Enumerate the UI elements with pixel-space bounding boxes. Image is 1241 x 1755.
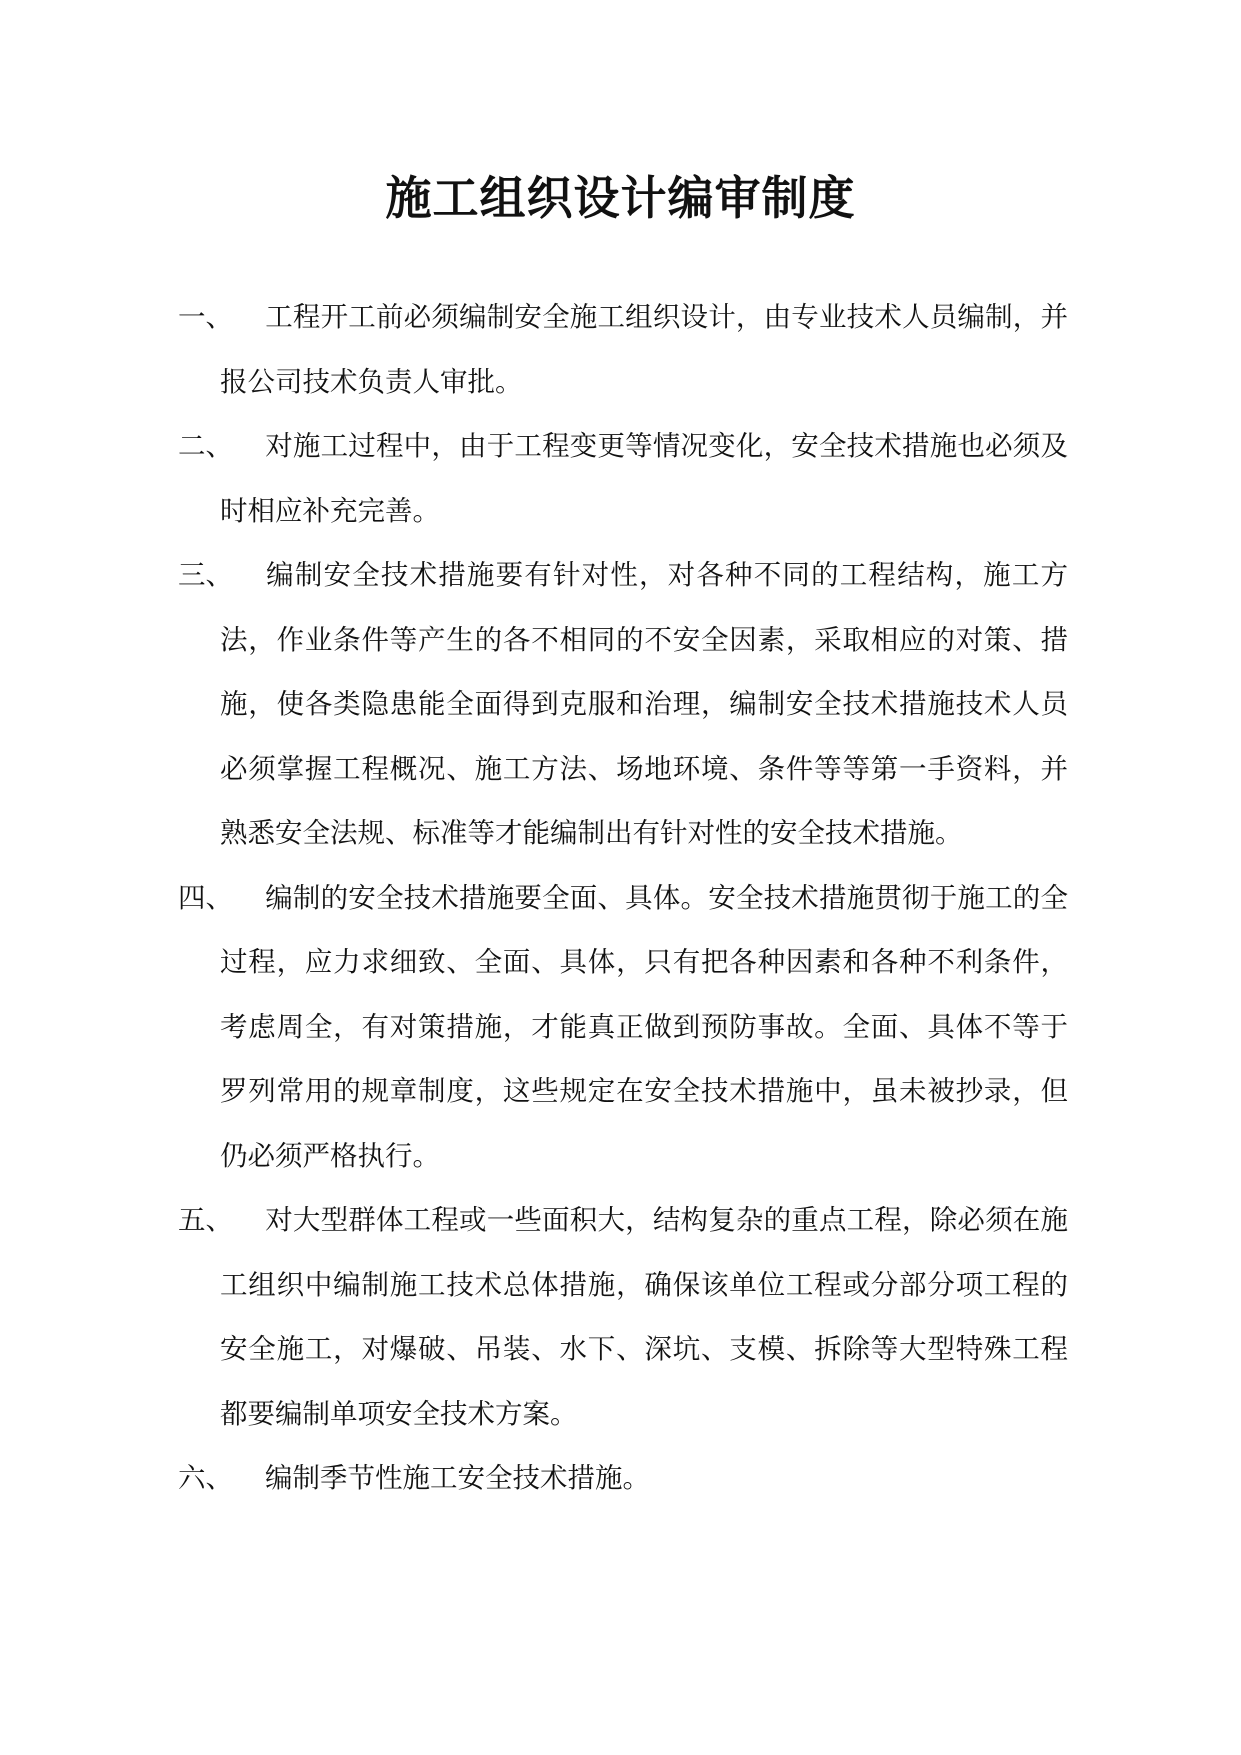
regulation-list	[178, 285, 1068, 1511]
item-number: 五、	[178, 1204, 233, 1236]
item-text: 编制季节性施工安全技术措施。	[265, 1462, 650, 1494]
item-text: 对施工过程中，由于工程变更等情况变化，安全技术措施也必须及时相应补充完善。	[220, 430, 1068, 527]
item-number: 三、	[178, 559, 233, 591]
document-title: 施工组织设计编审制度	[385, 171, 856, 225]
list-item-2	[178, 414, 1068, 543]
item-number: 一、	[178, 301, 233, 333]
list-item-4	[178, 866, 1068, 1189]
item-number: 四、	[178, 881, 233, 914]
item-text: 编制的安全技术措施要全面、具体。安全技术措施贯彻于施工的全过程，应力求细致、全面、具体，只有把各种因素和各种不利条件，考虑周全，有对策措施，才能真正做到预防事故。全面、具体不等于罗列常用的规章制度，这些规定在安全技术措施中，虽未被抄录，但仍必须严格执行。	[220, 881, 1068, 1172]
item-text: 工程开工前必须编制安全施工组织设计，由专业技术人员编制，并报公司技术负责人审批。	[220, 301, 1068, 398]
list-item-6	[178, 1446, 1068, 1511]
list-item-5	[178, 1188, 1068, 1446]
list-item-3	[178, 543, 1068, 866]
item-number: 六、	[178, 1462, 233, 1494]
list-item-1	[178, 285, 1068, 414]
item-number: 二、	[178, 430, 233, 462]
item-text: 编制安全技术措施要有针对性，对各种不同的工程结构，施工方法，作业条件等产生的各不相同的不安全因素，采取相应的对策、措施，使各类隐患能全面得到克服和治理，编制安全技术措施技术人员必须掌握工程概况、施工方法、场地环境、条件等等第一手资料，并熟悉安全法规、标准等才能编制出有针对性的安全技术措施。	[220, 559, 1068, 849]
item-text: 对大型群体工程或一些面积大，结构复杂的重点工程，除必须在施工组织中编制施工技术总体措施，确保该单位工程或分部分项工程的安全施工，对爆破、吊装、水下、深坑、支模、拆除等大型特殊工程都要编制单项安全技术方案。	[220, 1204, 1068, 1430]
